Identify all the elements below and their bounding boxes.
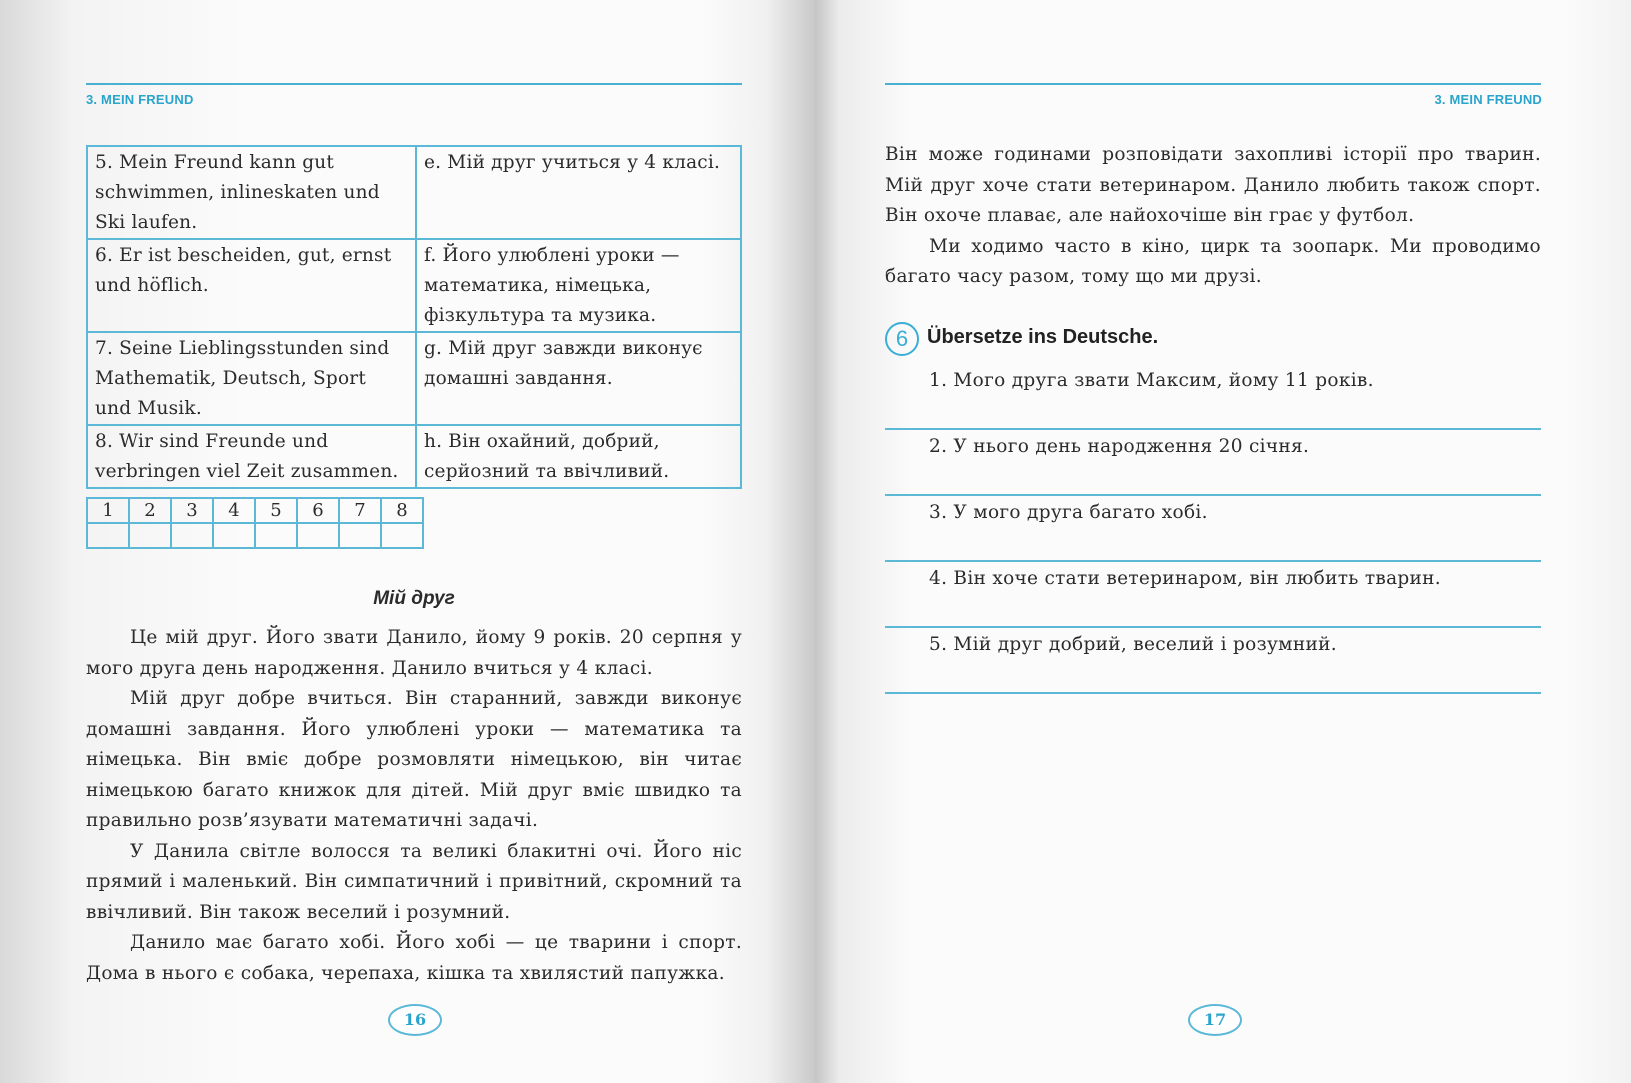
- page-number: 17: [1188, 1004, 1242, 1036]
- answer-cell[interactable]: [297, 523, 339, 548]
- answer-cell[interactable]: [171, 523, 213, 548]
- sentence-text: 4. Він хоче стати ветеринаром, він любить тварин.: [929, 568, 1441, 589]
- page-number: 16: [388, 1004, 442, 1036]
- sentence-text: 1. Мого друга звати Максим, йому 11 років.: [929, 370, 1374, 391]
- story-paragraph: Ми ходимо часто в кіно, цирк та зоопарк. Ми проводимо багато часу разом, тому що ми друзі.: [885, 235, 1541, 287]
- answer-number: 6: [297, 498, 339, 523]
- ukrainian-sentence: e. Мій друг учиться у 4 класі.: [416, 146, 741, 239]
- german-sentence: 6. Er ist bescheiden, gut, ernst und höflich.: [87, 239, 416, 332]
- answer-cell[interactable]: [381, 523, 423, 548]
- ukrainian-sentence: g. Мій друг завжди виконує домашні завдання.: [416, 332, 741, 425]
- answer-line[interactable]: [885, 692, 1541, 694]
- translation-item: [885, 630, 1541, 694]
- answer-grid: [86, 497, 424, 549]
- story-paragraph: Мій друг добре вчиться. Він старанний, завжди виконує домашні завдання. Його улюблені уроки — математика та німецька. Він вміє добре розмовляти німецькою, він читає німецькою багато книжок для дітей. Мій друг вміє швидко та правильно розв’язувати математичні задачі.: [86, 688, 742, 831]
- translation-item: [885, 498, 1541, 562]
- running-head: 3. MEIN FREUND: [1434, 92, 1542, 107]
- table-row: [87, 239, 741, 332]
- answer-number-row: [87, 498, 423, 523]
- task-number-badge: 6: [885, 322, 919, 356]
- table-row: [87, 146, 741, 239]
- answer-line[interactable]: [885, 428, 1541, 430]
- answer-number: 5: [255, 498, 297, 523]
- sentence-text: 3. У мого друга багато хобі.: [929, 502, 1208, 523]
- story-continuation: [885, 140, 1541, 293]
- story-title: Мій друг: [373, 588, 455, 609]
- answer-cell[interactable]: [129, 523, 171, 548]
- answer-cell[interactable]: [255, 523, 297, 548]
- translation-item: [885, 366, 1541, 430]
- german-sentence: 8. Wir sind Freunde und verbringen viel Zeit zusammen.: [87, 425, 416, 488]
- answer-number: 1: [87, 498, 129, 523]
- matching-table: [86, 145, 742, 489]
- sentence-text: 2. У нього день народження 20 січня.: [929, 436, 1310, 457]
- translation-item: [885, 564, 1541, 628]
- answer-cell[interactable]: [213, 523, 255, 548]
- header-rule: [885, 83, 1541, 85]
- sentence-text: 5. Мій друг добрий, веселий і розумний.: [929, 634, 1337, 655]
- story-paragraph: Він може годинами розповідати захопливі історії про тварин. Мій друг хоче стати ветеринаром. Данило любить також спорт. Він охоче плаває, але найохочіше він грає у футбол.: [885, 144, 1541, 226]
- running-head: 3. MEIN FREUND: [86, 92, 194, 107]
- story-paragraph: Це мій друг. Його звати Данило, йому 9 років. 20 серпня у мого друга день народження. Данило вчиться у 4 класі.: [86, 627, 742, 679]
- right-page: [815, 0, 1631, 1083]
- table-row: [87, 332, 741, 425]
- story-paragraph: Данило має багато хобі. Його хобі — це тварини і спорт. Дома в нього є собака, черепаха, кішка та хвилястий папужка.: [86, 932, 742, 984]
- answer-number: 4: [213, 498, 255, 523]
- answer-number: 2: [129, 498, 171, 523]
- answer-cell[interactable]: [339, 523, 381, 548]
- answer-number: 7: [339, 498, 381, 523]
- ukrainian-sentence: h. Він охайний, добрий, серйозний та ввічливий.: [416, 425, 741, 488]
- answer-number: 8: [381, 498, 423, 523]
- answer-line[interactable]: [885, 494, 1541, 496]
- story-text: [86, 623, 742, 989]
- left-page: [0, 0, 815, 1083]
- german-sentence: 5. Mein Freund kann gut schwimmen, inlineskaten und Ski laufen.: [87, 146, 416, 239]
- translation-item: [885, 432, 1541, 496]
- german-sentence: 7. Seine Lieblingsstunden sind Mathematik, Deutsch, Sport und Musik.: [87, 332, 416, 425]
- task-title: Übersetze ins Deutsche.: [927, 326, 1159, 348]
- answer-line[interactable]: [885, 626, 1541, 628]
- story-paragraph: У Данила світле волосся та великі блакитні очі. Його ніс прямий і маленький. Він симпатичний і привітний, скромний та ввічливий. Він також веселий і розумний.: [86, 840, 742, 923]
- header-rule: [86, 83, 742, 85]
- answer-number: 3: [171, 498, 213, 523]
- answer-cell[interactable]: [87, 523, 129, 548]
- table-row: [87, 425, 741, 488]
- answer-blank-row: [87, 523, 423, 548]
- answer-line[interactable]: [885, 560, 1541, 562]
- ukrainian-sentence: f. Його улюблені уроки — математика, німецька, фізкультура та музика.: [416, 239, 741, 332]
